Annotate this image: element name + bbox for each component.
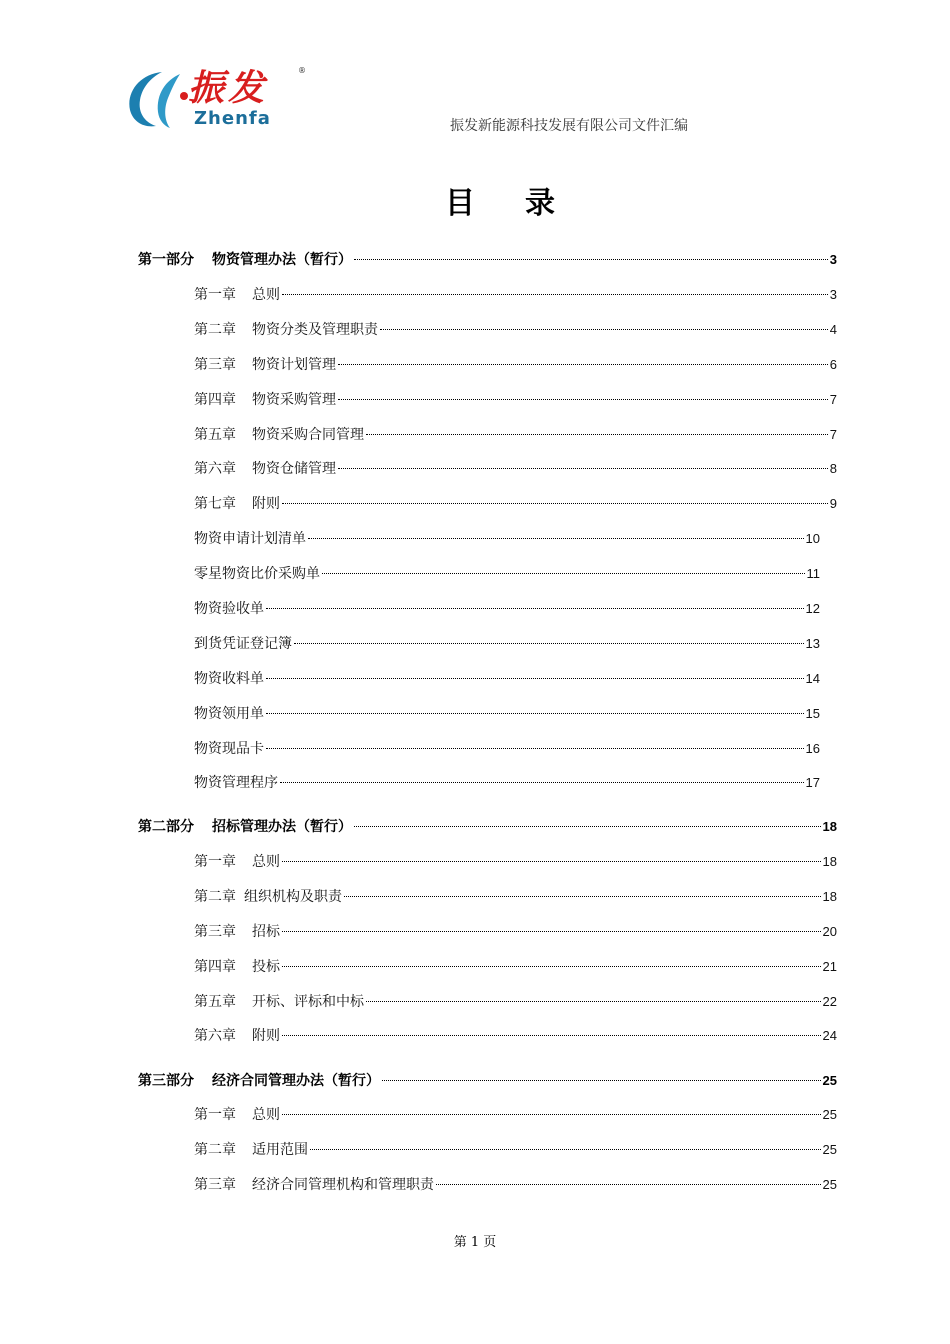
toc-entry-number: 第四章 (194, 959, 236, 975)
toc-entry-page: 20 (822, 924, 837, 939)
toc-dot-leader (322, 573, 805, 574)
toc-entry-title: 物资采购合同管理 (252, 427, 364, 443)
toc-entry-title: 物资领用单 (194, 706, 264, 722)
toc-entry-title: 经济合同管理机构和管理职责 (252, 1177, 434, 1193)
toc-entry-page: 25 (822, 1177, 837, 1192)
toc-dot-leader (294, 643, 804, 644)
toc-chapter-entry[interactable] (194, 354, 837, 376)
toc-entry-page: 24 (822, 1028, 837, 1043)
toc-dot-leader (338, 364, 828, 365)
toc-entry-title: 物资收料单 (194, 671, 264, 687)
toc-dot-leader (308, 538, 804, 539)
toc-entry-title: 物资现品卡 (194, 741, 264, 757)
registered-mark: ® (298, 66, 306, 75)
toc-entry-page: 14 (805, 671, 820, 686)
toc-chapter-entry[interactable] (194, 458, 837, 480)
toc-entry-page: 3 (829, 252, 837, 267)
toc-dot-leader (282, 1035, 821, 1036)
toc-entry-number: 第二部分 (138, 819, 194, 835)
document-header-title: 振发新能源科技发展有限公司文件汇编 (450, 118, 688, 134)
toc-entry-number: 第三章 (194, 357, 236, 373)
toc-chapter-entry[interactable] (194, 284, 837, 306)
toc-entry-page: 21 (822, 959, 837, 974)
toc-entry-page: 18 (822, 819, 837, 834)
toc-entry-page: 4 (829, 322, 837, 337)
toc-chapter-entry[interactable] (194, 921, 837, 943)
logo-cn-text: 振发 (188, 67, 269, 109)
toc-entry-number: 第二章 (194, 1142, 236, 1158)
toc-entry-page: 17 (805, 775, 820, 790)
toc-entry-page: 18 (822, 889, 837, 904)
toc-entry-title: 物资计划管理 (252, 357, 336, 373)
toc-chapter-entry[interactable] (194, 772, 820, 794)
toc-part-entry[interactable] (138, 816, 837, 838)
toc-entry-page: 7 (829, 427, 837, 442)
toc-entry-page: 12 (805, 601, 820, 616)
toc-dot-leader (354, 826, 821, 827)
toc-chapter-entry[interactable] (194, 563, 820, 585)
toc-entry-page: 9 (829, 496, 837, 511)
toc-entry-page: 6 (829, 357, 837, 372)
toc-dot-leader (266, 678, 804, 679)
toc-entry-page: 3 (829, 287, 837, 302)
toc-dot-leader (344, 896, 821, 897)
toc-entry-number: 第一章 (194, 287, 236, 303)
toc-chapter-entry[interactable] (194, 1174, 837, 1196)
toc-entry-page: 10 (805, 531, 820, 546)
logo-en-text: Zhenfa (194, 108, 271, 129)
toc-dot-leader (280, 782, 804, 783)
toc-entry-title: 投标 (252, 959, 280, 975)
page-number-footer: 第 1 页 (453, 1235, 497, 1250)
toc-dot-leader (282, 966, 821, 967)
toc-entry-title: 物资仓储管理 (252, 461, 336, 477)
toc-entry-page: 25 (822, 1142, 837, 1157)
toc-entry-title: 开标、评标和中标 (252, 994, 364, 1010)
toc-entry-number: 第六章 (194, 461, 236, 477)
toc-chapter-entry[interactable] (194, 703, 820, 725)
toc-dot-leader (366, 434, 828, 435)
toc-entry-title: 物资采购管理 (252, 392, 336, 408)
toc-entry-page: 18 (822, 854, 837, 869)
toc-entry-page: 15 (805, 706, 820, 721)
toc-chapter-entry[interactable] (194, 1139, 837, 1161)
toc-chapter-entry[interactable] (194, 528, 820, 550)
toc-dot-leader (338, 399, 828, 400)
toc-entry-title: 适用范围 (252, 1142, 308, 1158)
toc-entry-title: 总则 (252, 287, 280, 303)
toc-chapter-entry[interactable] (194, 633, 820, 655)
toc-entry-title: 总则 (252, 1107, 280, 1123)
toc-dot-leader (282, 503, 828, 504)
toc-chapter-entry[interactable] (194, 851, 837, 873)
toc-dot-leader (266, 608, 804, 609)
toc-dot-leader (282, 931, 821, 932)
toc-entry-page: 13 (805, 636, 820, 651)
toc-chapter-entry[interactable] (194, 493, 837, 515)
toc-entry-page: 25 (822, 1107, 837, 1122)
toc-dot-leader (282, 861, 821, 862)
toc-chapter-entry[interactable] (194, 991, 837, 1013)
toc-entry-title: 总则 (252, 854, 280, 870)
toc-entry-page: 22 (822, 994, 837, 1009)
toc-entry-title: 零星物资比价采购单 (194, 566, 320, 582)
toc-entry-number: 第一章 (194, 854, 236, 870)
toc-entry-number: 第四章 (194, 392, 236, 408)
toc-dot-leader (282, 294, 828, 295)
toc-dot-leader (266, 748, 804, 749)
toc-entry-number: 第一部分 (138, 252, 194, 268)
toc-entry-number: 第七章 (194, 496, 236, 512)
toc-entry-title: 物资分类及管理职责 (252, 322, 378, 338)
toc-entry-title: 招标 (252, 924, 280, 940)
toc-entry-number: 第三章 (194, 1177, 236, 1193)
toc-chapter-entry[interactable] (194, 1104, 837, 1126)
toc-dot-leader (354, 259, 828, 260)
toc-entry-page: 25 (822, 1073, 837, 1088)
toc-dot-leader (338, 468, 828, 469)
toc-title: 目录 (445, 186, 605, 221)
toc-entry-title: 物资管理程序 (194, 775, 278, 791)
toc-entry-title: 物资验收单 (194, 601, 264, 617)
toc-entry-title: 附则 (252, 1028, 280, 1044)
toc-dot-leader (282, 1114, 821, 1115)
toc-entry-title: 招标管理办法（暂行） (212, 819, 352, 835)
toc-part-entry[interactable] (138, 249, 837, 271)
toc-entry-number: 第五章 (194, 427, 236, 443)
toc-entry-page: 11 (806, 566, 820, 581)
toc-dot-leader (310, 1149, 821, 1150)
toc-chapter-entry[interactable] (194, 956, 837, 978)
toc-dot-leader (436, 1184, 821, 1185)
logo-swirl-icon (122, 64, 192, 134)
toc-chapter-entry[interactable] (194, 389, 837, 411)
toc-chapter-entry[interactable] (194, 319, 837, 341)
toc-entry-number: 第二章 (194, 889, 236, 905)
toc-chapter-entry[interactable] (194, 1025, 837, 1047)
toc-chapter-entry[interactable] (194, 424, 837, 446)
toc-entry-number: 第一章 (194, 1107, 236, 1123)
toc-entry-page: 7 (829, 392, 837, 407)
toc-entry-page: 8 (829, 461, 837, 476)
toc-dot-leader (382, 1080, 821, 1081)
toc-entry-number: 第五章 (194, 994, 236, 1010)
toc-chapter-entry[interactable] (194, 598, 820, 620)
toc-chapter-entry[interactable] (194, 668, 820, 690)
toc-entry-title: 组织机构及职责 (244, 889, 342, 905)
toc-chapter-entry[interactable] (194, 738, 820, 760)
toc-entry-number: 第三章 (194, 924, 236, 940)
company-logo (122, 64, 312, 134)
toc-dot-leader (380, 329, 828, 330)
toc-part-entry[interactable] (138, 1070, 837, 1092)
toc-chapter-entry[interactable] (194, 886, 837, 908)
toc-entry-number: 第二章 (194, 322, 236, 338)
toc-entry-title: 到货凭证登记簿 (194, 636, 292, 652)
toc-entry-title: 物资申请计划清单 (194, 531, 306, 547)
toc-entry-title: 经济合同管理办法（暂行） (212, 1073, 380, 1089)
toc-entry-number: 第三部分 (138, 1073, 194, 1089)
toc-entry-page: 16 (805, 741, 820, 756)
toc-entry-title: 附则 (252, 496, 280, 512)
toc-dot-leader (266, 713, 804, 714)
toc-dot-leader (366, 1001, 821, 1002)
toc-entry-title: 物资管理办法（暂行） (212, 252, 352, 268)
toc-entry-number: 第六章 (194, 1028, 236, 1044)
